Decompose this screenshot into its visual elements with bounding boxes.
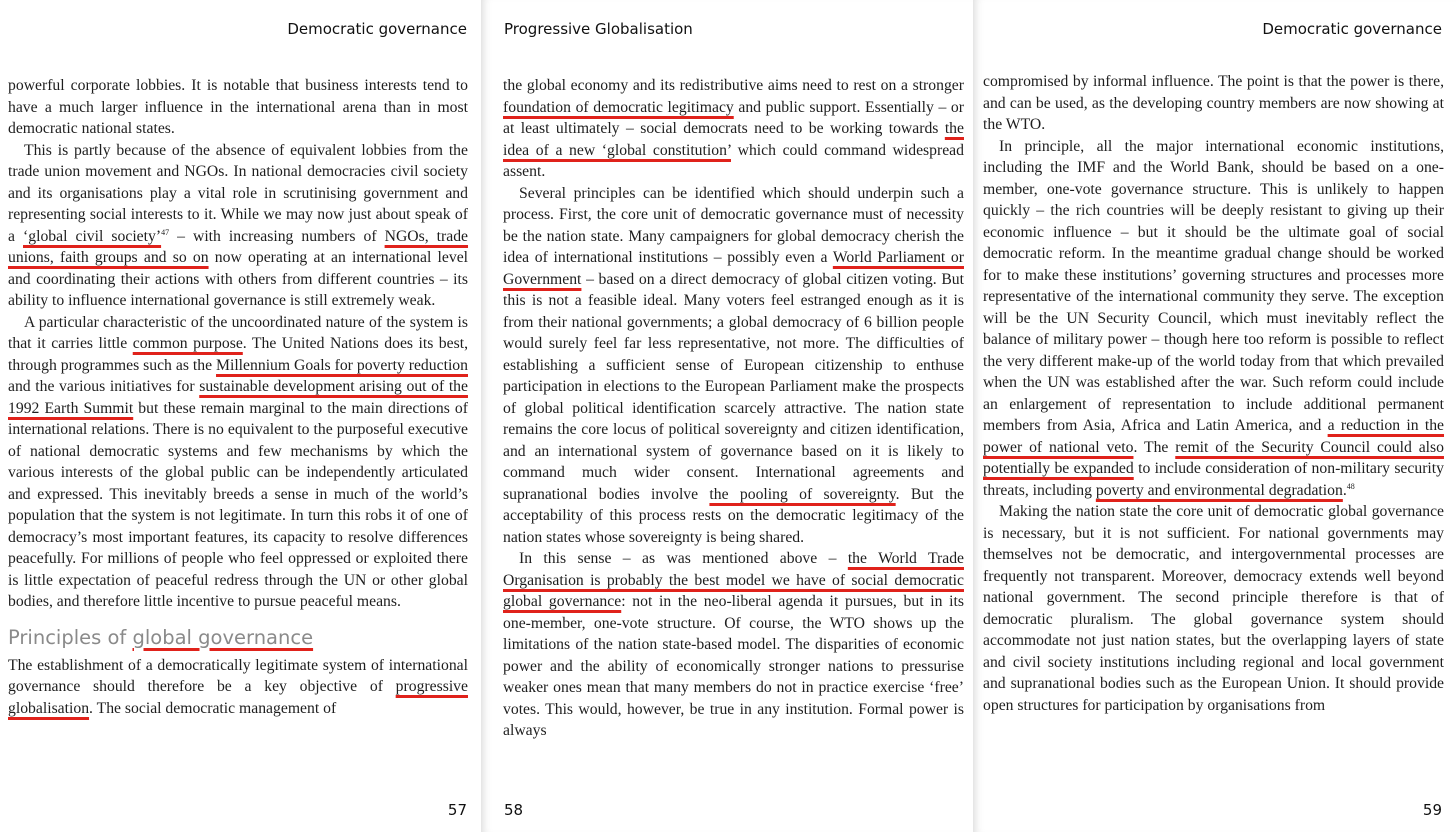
text-run: . The United Nations does its best, through programmes such as the [8, 335, 468, 374]
text-run: Several principles can be identified which should underpin such a process. First, the core unit of democratic governance must of necessity be the nation state. Many campaigners for global democracy cherish the idea of international institutions – possibly even a [503, 184, 964, 266]
highlighted-phrase: remit of the Security Council could also potentially be expanded [983, 438, 1444, 477]
highlighted-phrase: a reduction in the power of national veto [983, 417, 1445, 456]
paragraph [8, 140, 468, 312]
highlighted-phrase: sustainable development arising out of the 1992 Earth Summit [8, 378, 468, 417]
section-heading [8, 625, 468, 651]
highlighted-phrase: common purpose [132, 335, 243, 352]
footnote-ref[interactable]: 47 [161, 227, 170, 237]
paragraph [8, 655, 468, 720]
book-page-57 [0, 0, 481, 832]
highlighted-phrase: poverty and environmental degradation [1095, 481, 1343, 499]
text-run: now operating at an international level and coordinating their actions with others from different countries – its ability to influence international governance is still extremely weak. [8, 249, 469, 309]
highlighted-phrase: progressive globalisation [8, 678, 468, 717]
text-run: and the various initiatives for [8, 378, 200, 395]
paragraph [8, 312, 468, 613]
page-number: 59 [1422, 801, 1442, 819]
highlighted-phrase: the pooling of sovereignty [709, 485, 896, 503]
text-run: but these remain marginal to the main directions of international relations. There is no equivalent to the purposeful executive of national democratic systems and few mechanisms by which the various interests of the global public can be independently articulated and expressed. This inevitably breeds a sense in much of the world’s population that the system is not legitimate. In turn this robs it of one of democracy’s most important features, its capacity to resolve differences peacefully. For millions of people who feel oppressed or exploited there is little expectation of peaceful redress through the UN or other global bodies, and therefore little incentive to pursue peaceful means. [8, 399, 468, 610]
text-run: which could command widespread assent. [503, 141, 964, 180]
text-run: The establishment of a democratically legitimate system of international governance should therefore be a key objective of [8, 656, 468, 695]
page-body [503, 75, 964, 742]
book-page-59 [973, 0, 1456, 832]
text-run: Principles of [8, 625, 133, 649]
text-run: This is partly because of the absence of equivalent lobbies from the trade union movement and NGOs. In national democracies civil society and its organisations play a vital role in scrutinising government and representing social interests to it. While we may now just about speak of a [8, 141, 468, 245]
running-head: Progressive Globalisation [504, 20, 693, 38]
paragraph [983, 71, 1444, 136]
running-head: Democratic governance [287, 20, 467, 38]
paragraph [8, 75, 468, 140]
text-run: In principle, all the major international economic institutions, including the IMF and the World Bank, should be based on a one-member, one-vote governance structure. This is unlikely to happen quickly – the rich countries will be deeply resistant to giving up their economic influence – but it should be the ultimate goal of social democratic reform. In the meantime gradual change should be worked for to make these institutions’ governing structures and processes more representative of the international community they serve. The exception will be the UN Security Council, which must inevitably reflect the balance of military power – though here too reform is possible to reflect the very different make-up of the world today from that which prevailed when the UN was established after the war. Such reform could include an enlargement of representation to include additional permanent members from Asia, Africa and Latin America, and [983, 137, 1444, 434]
page-body [983, 71, 1444, 716]
text-run: A particular characteristic of the uncoordinated nature of the system is that it carries little [8, 313, 468, 352]
page-number: 57 [447, 801, 467, 819]
book-page-58 [481, 0, 973, 832]
paragraph [503, 183, 964, 549]
text-run: powerful corporate lobbies. It is notable that business interests tend to have a much larger influence in the international arena than in most democratic national states. [8, 77, 468, 137]
running-head: Democratic governance [1262, 20, 1442, 38]
text-run: : not in the neo-liberal agenda it pursues, but in its one-member, one-vote structure. Of course, the WTO shows up the limitations of the nation state-based model. The disparities of economic power and the ability of economically stronger nations to pressurise weaker ones mean that many members do not in practice exercise ‘free’ votes. This would, however, be true in any institution. Formal power is always [503, 593, 964, 739]
highlighted-phrase: the World Trade Organisation is probably the best model we have of social democratic global governance [503, 550, 964, 610]
paragraph [983, 501, 1444, 716]
text-run: Making the nation state the core unit of democratic global governance is necessary, but it is not sufficient. For national governments may themselves not be democratic, and intergovernmental processes are frequently not transparent. Moreover, democracy extends well beyond national government. The second principle therefore is that of democratic pluralism. The global governance system should accommodate not just nation states, but the overlapping layers of state and civil society institutions including regional and local government and supranational bodies such as the European Union. It should provide open structures for participation by organisations from [983, 503, 1444, 714]
page-body [8, 75, 468, 719]
text-run: – with increasing numbers of [169, 227, 385, 245]
text-run: and public support. Essentially – or at least ultimately – social democrats need to be working towards [503, 98, 964, 137]
text-run: . The [1133, 438, 1176, 456]
text-run: . But the acceptability of this process rests on the democratic legitimacy of the nation states whose sovereignty is being shared. [503, 485, 964, 546]
text-run: . [1342, 481, 1347, 499]
text-run: the global economy and its redistributive aims need to rest on a stronger [503, 77, 964, 94]
text-run: In this sense – as was mentioned above – [519, 550, 848, 567]
footnote-ref[interactable]: 48 [1346, 481, 1355, 491]
paragraph [983, 136, 1444, 502]
page-number: 58 [504, 801, 524, 819]
paragraph [503, 75, 964, 183]
text-run: . The social democratic management of [89, 699, 337, 717]
paragraph [503, 548, 964, 742]
text-run: compromised by informal influence. The point is that the power is there, and can be used, as the developing country members are now showing at the WTO. [983, 73, 1444, 133]
highlighted-phrase: global governance [132, 625, 314, 649]
highlighted-phrase: Millennium Goals for poverty reduction [216, 356, 468, 374]
highlighted-phrase: NGOs, trade unions, faith groups and so on [8, 227, 469, 266]
highlighted-phrase: foundation of democratic legitimacy [503, 98, 734, 116]
text-run: – based on a direct democracy of global citizen voting. But this is not a feasible ideal. Many voters feel estranged enough as it is from their national governments; a global democracy of 6 billion people would surely feel far less representative, not more. The difficulties of establishing a sufficient sense of European citizenship to enthuse participation in elections to the European Parliament make the prospects of global political identification scarcely attractive. The nation state remains the core locus of political sovereignty and citizen identification, and an international system of governance based on it is likely to command much wider consent. International agreements and supranational bodies involve [503, 270, 964, 503]
highlighted-phrase: ‘global civil society’ [23, 227, 162, 245]
text-run: to include consideration of non-military security threats, including [983, 460, 1444, 499]
highlighted-phrase: the idea of a new ‘global constitution’ [503, 120, 964, 159]
highlighted-phrase: World Parliament or Government [503, 249, 964, 288]
